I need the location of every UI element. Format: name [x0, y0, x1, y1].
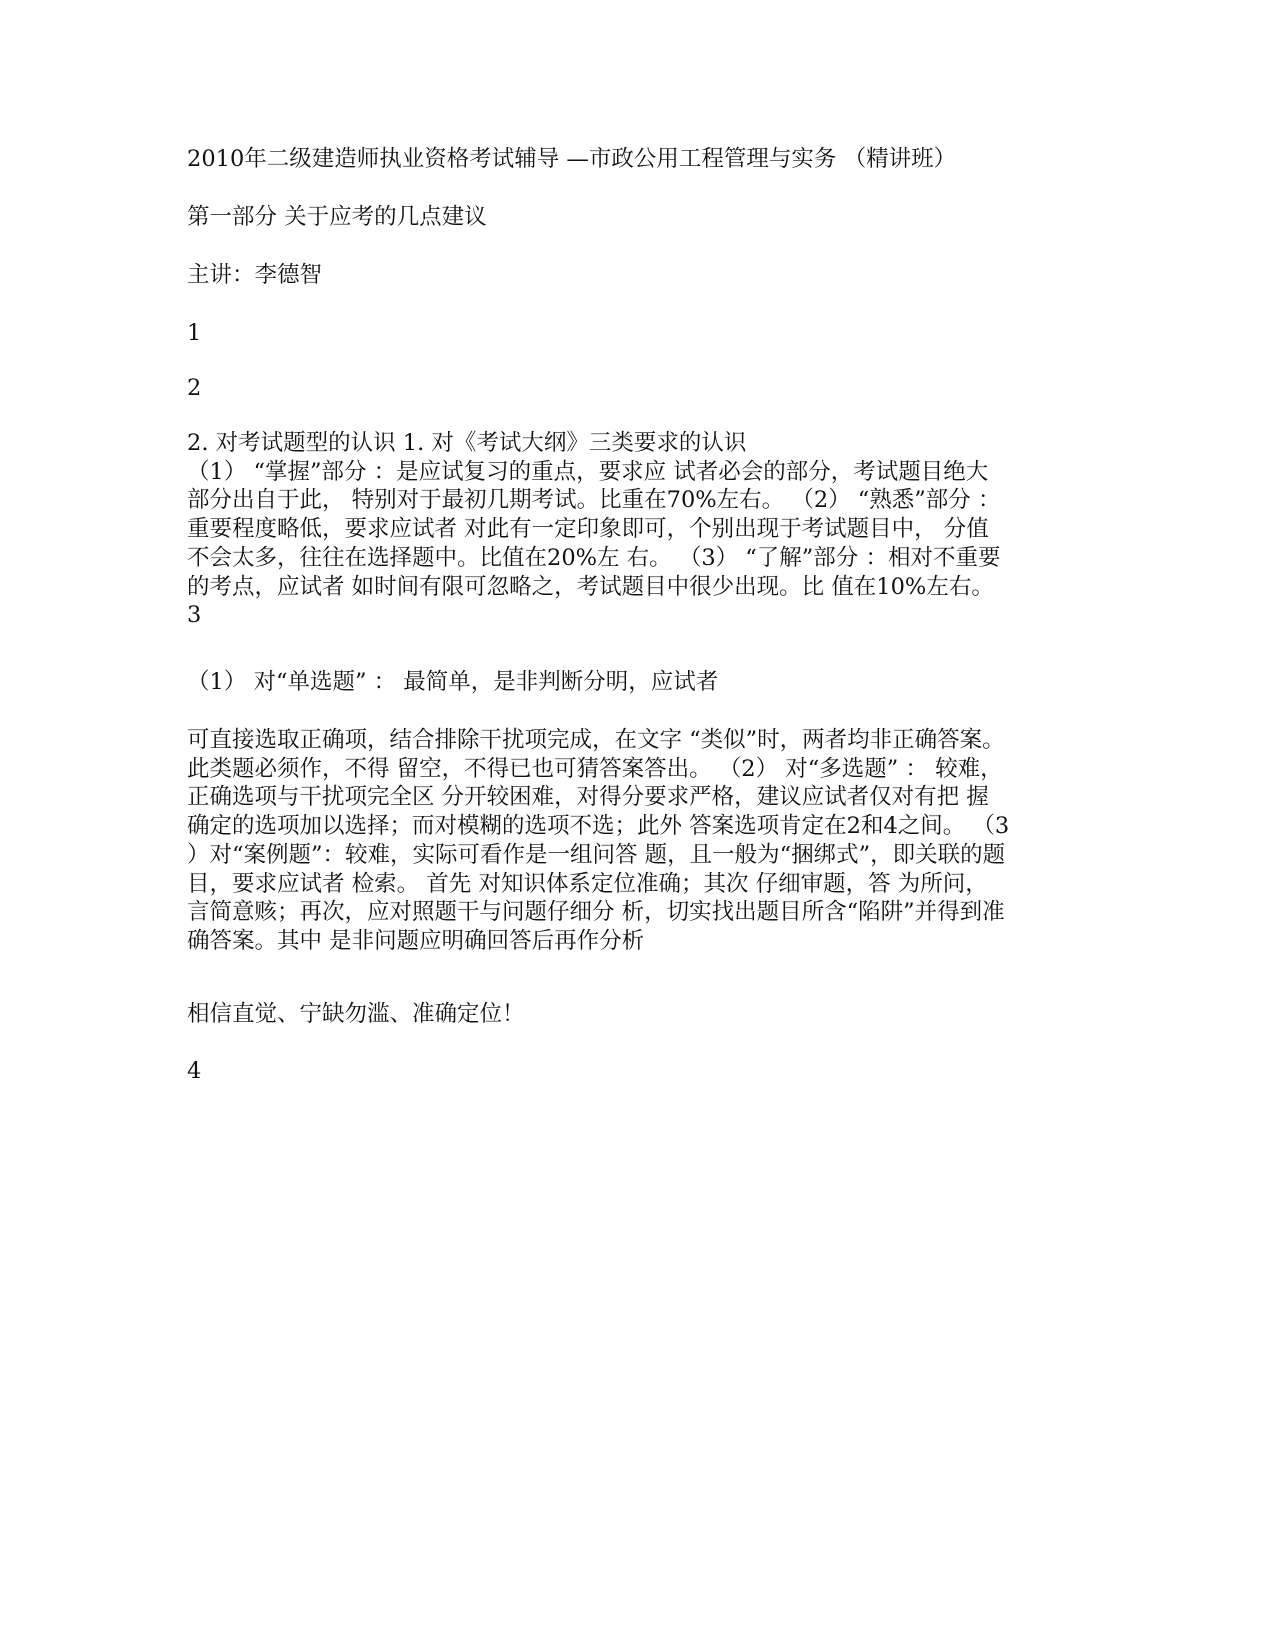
page-marker: 2 — [187, 375, 202, 401]
text-line: 2. 对考试题型的认识 1. 对《考试大纲》三类要求的认识 — [187, 430, 747, 456]
text-line: （1） “掌握”部分 ：是应试复习的重点，要求应 试者必会的部分，考试题目绝大 — [187, 458, 989, 485]
text-line: 目，要求应试者 检索。 首先 对知识体系定位准确；其次 仔细审题，答 为所问， — [187, 870, 988, 897]
motto-line: 相信直觉、宁缺勿滥、准确定位！ — [187, 1001, 525, 1027]
document-title: 2010年二级建造师执业资格考试辅导 —市政公用工程管理与实务 （精讲班） — [187, 146, 957, 172]
lecturer-line: 主讲：李德智 — [187, 262, 323, 288]
text-line: 确定的选项加以选择；而对模糊的选项不选；此外 答案选项肯定在2和4之间。 （3 — [187, 813, 1010, 840]
page-marker: 1 — [187, 320, 202, 346]
text-line: 重要程度略低，要求应试者 对此有一定印象即可，个别出现于考试题目中， 分值 — [187, 516, 989, 543]
text-line: 不会太多，往往在选择题中。比值在20%左 右。 （3） “了解”部分 ：相对不重要 — [187, 544, 1001, 571]
page-marker: 3 — [187, 602, 202, 629]
text-line: 的考点，应试者 如时间有限可忽略之，考试题目中很少出现。比 值在10%左右。 — [187, 573, 994, 600]
text-line: ）对“案例题”：较难，实际可看作是一组问答 题，且一般为“捆绑式”，即关联的题 — [187, 841, 1006, 868]
exam-requirements-paragraph — [187, 429, 1087, 630]
page-marker: 4 — [187, 1058, 202, 1084]
text-line: 可直接选取正确项，结合排除干扰项完成，在文字 “类似”时，两者均非正确答案。 — [187, 727, 1005, 753]
text-line: 部分出自于此， 特别对于最初几期考试。比重在70%左右。 （2） “熟悉”部分 ： — [187, 487, 1001, 514]
question-types-paragraph — [187, 726, 1087, 956]
single-choice-line: （1） 对“单选题” ： 最简单，是非判断分明，应试者 — [187, 669, 719, 695]
text-line: 正确选项与干扰项完全区 分开较困难，对得分要求严格，建议应试者仅对有把 握 — [187, 784, 989, 811]
text-line: 此类题必须作，不得 留空，不得已也可猜答案答出。 （2） 对“多选题” ： 较难， — [187, 755, 1003, 782]
part-heading: 第一部分 关于应考的几点建议 — [187, 204, 487, 230]
text-line: 言简意赅；再次，应对照题干与问题仔细分 析，切实找出题目所含“陷阱”并得到准 — [187, 899, 1005, 926]
text-line: 确答案。其中 是非问题应明确回答后再作分析 — [187, 927, 645, 954]
